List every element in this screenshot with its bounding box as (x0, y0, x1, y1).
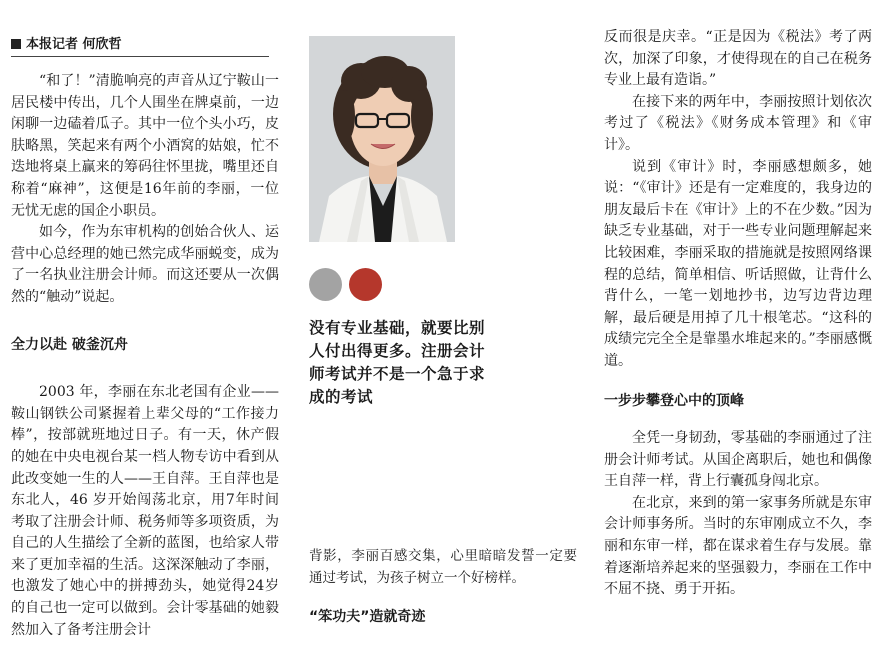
column-2 (309, 546, 577, 629)
paragraph: 说到《审计》时，李丽感想颇多，她说：“《审计》还是有一定难度的，我身边的朋友最后卡在《审计》上的不在少数。”因为缺乏专业基础，对于一些专业问题理解起来比较困难，李丽采取的措施就是按照网络课程的总结，简单相信、听话照做，让背什么背什么，一笔一划地抄书，边写边背边理解，最后硬是用掉了几十根笔芯。“这科的成绩完完全全是靠墨水堆起来的。”李丽感慨道。 (604, 158, 872, 369)
section-heading: “笨功夫”造就奇迹 (309, 609, 426, 626)
paragraph: 全凭一身韧劲，零基础的李丽通过了注册会计师考试。从国企离职后，她也和偶像王自萍一样，背上行囊孤身闯北京。 (604, 430, 872, 490)
gray-circle-icon (309, 268, 342, 301)
portrait-photo (309, 36, 455, 242)
red-circle-icon (349, 268, 382, 301)
byline (11, 33, 269, 57)
square-bullet-icon (11, 39, 21, 49)
paragraph: 如今，作为东审机构的创始合伙人、运营中心总经理的她已然完成华丽蜕变，成为了一名执业注册会计师。而这还要从一次偶然的“触动”说起。 (11, 224, 279, 305)
column-3 (604, 27, 872, 601)
byline-text: 本报记者 何欣哲 (26, 37, 122, 52)
paragraph: “和了！”清脆响亮的声音从辽宁鞍山一居民楼中传出，几个人围坐在牌桌前，一边闲聊一边磕着瓜子。其中一位个头小巧，皮肤略黑，笑起来有两个小酒窝的姑娘，忙不迭地将桌上赢来的筹码往怀里拢，嘴里还自称着“麻神”，这便是16年前的李丽，一位无忧无虑的国企小职员。 (11, 73, 279, 219)
decorative-circles (309, 268, 389, 308)
section-heading: 一步步攀登心中的顶峰 (604, 392, 744, 409)
paragraph: 背影，李丽百感交集，心里暗暗发誓一定要通过考试，为孩子树立一个好榜样。 (309, 548, 577, 586)
paragraph: 反而很是庆幸。“正是因为《税法》考了两次，加深了印象，才使得现在的自己在税务专业上最有造诣。” (604, 29, 872, 89)
column-1 (11, 71, 279, 641)
section-heading: 全力以赴 破釜沉舟 (11, 336, 128, 353)
portrait-illustration (309, 36, 455, 242)
paragraph: 在接下来的两年中，李丽按照计划依次考过了《税法》《财务成本管理》和《审计》。 (604, 93, 872, 153)
paragraph: 2003 年，李丽在东北老国有企业——鞍山钢铁公司紧握着上辈父母的“工作接力棒”，按部就班地过日子。有一天，休产假的她在中央电视台某一档人物专访中看到从此改变她一生的人——王自萍。王自萍也是东北人，46 岁开始闯荡北京，用7年时间考取了注册会计师、税务师等多项资质，为自己的人生描绘了全新的蓝图，也给家人带来了更加幸福的生活。这深深触动了李丽，也激发了她心中的拼搏劲头，她觉得24岁的自己也一定可以做到。会计零基础的她毅然加入了备考注册会计 (11, 384, 279, 638)
paragraph: 在北京，来到的第一家事务所就是东审会计师事务所。当时的东审刚成立不久，李丽和东审一样，都在谋求着生存与发展。靠着逐渐培养起来的坚强毅力，李丽在工作中不屈不挠、勇于开拓。 (604, 494, 872, 598)
pull-quote: 没有专业基础，就要比别人付出得更多。注册会计师考试并不是一个急于求成的考试 (309, 319, 486, 406)
